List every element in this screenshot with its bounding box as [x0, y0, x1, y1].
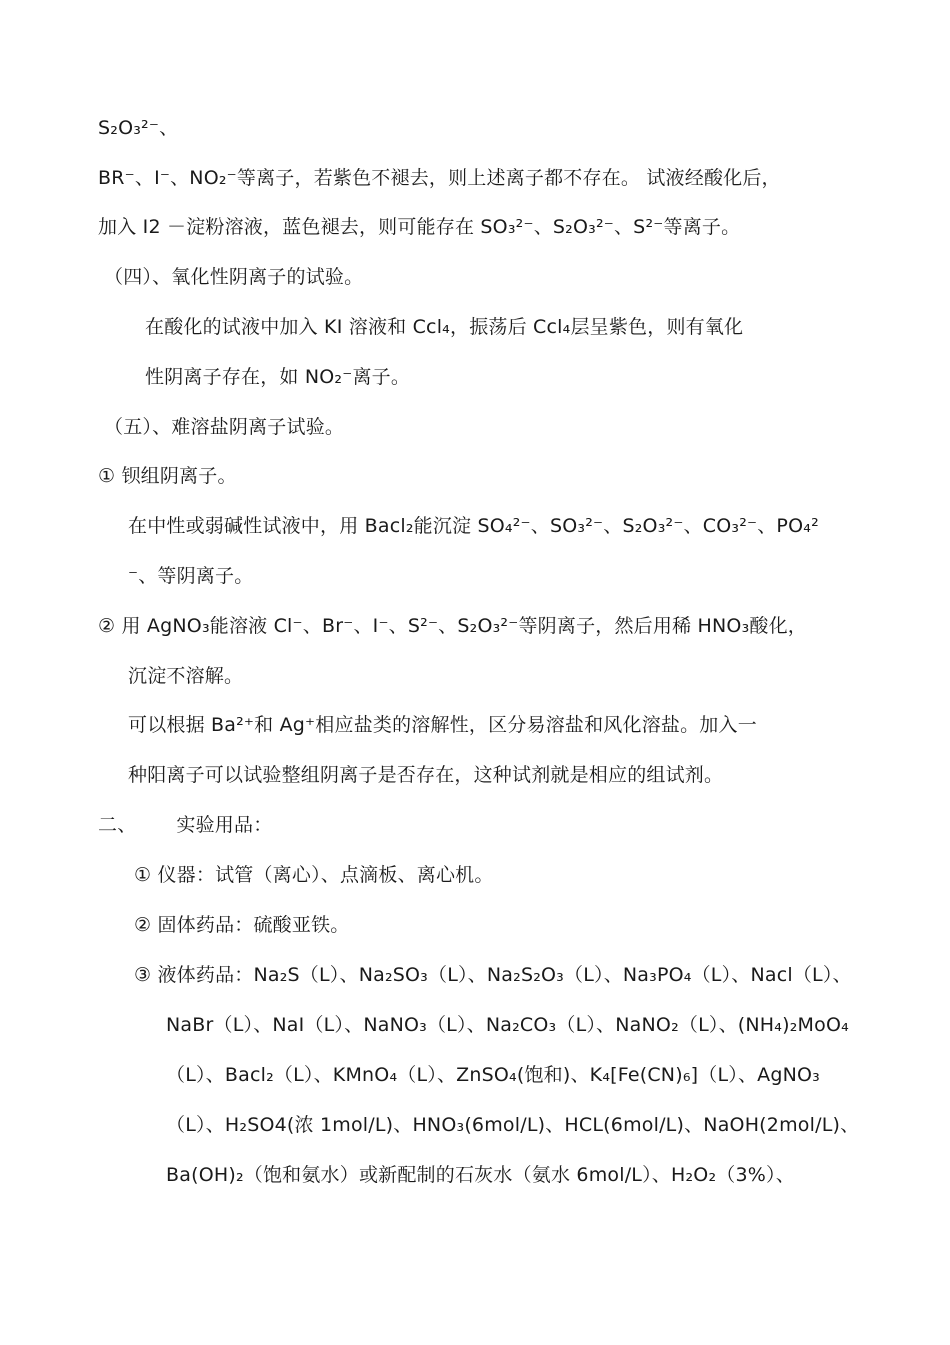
text-line: （L）、Bacl₂（L）、KMnO₄（L）、ZnSO₄(饱和)、K₄[Fe(CN)₆]（L）、AgNO₃	[166, 1064, 820, 1086]
list-item-instruments: ① 仪器：试管（离心）、点滴板、离心机。	[134, 864, 494, 886]
text-line: 在中性或弱碱性试液中，用 Bacl₂能沉淀 SO₄²⁻、SO₃²⁻、S₂O₃²⁻、CO₃²⁻、PO₄²	[128, 515, 819, 537]
text-line: ⁻、等阴离子。	[128, 565, 254, 587]
section-heading-five: （五）、难溶盐阴离子试验。	[104, 416, 345, 438]
text-line: NaBr（L）、NaI（L）、NaNO₃（L）、Na₂CO₃（L）、NaNO₂（L）、(NH₄)₂MoO₄	[166, 1014, 849, 1036]
text-line: 在酸化的试液中加入 KI 溶液和 Ccl₄，振荡后 Ccl₄层呈紫色，则有氧化	[145, 316, 744, 338]
list-item-silver-group: ② 用 AgNO₃能溶液 Cl⁻、Br⁻、I⁻、S²⁻、S₂O₃²⁻等阴离子，然后用稀 HNO₃酸化，	[98, 615, 807, 637]
text-line: （L）、H₂SO4(浓 1mol/L)、HNO₃(6mol/L)、HCL(6mol/L)、NaOH(2mol/L)、	[166, 1114, 860, 1136]
list-item-barium-group: ① 钡组阴离子。	[98, 465, 237, 487]
text-line: 种阳离子可以试验整组阴离子是否存在，这种试剂就是相应的组试剂。	[128, 764, 724, 786]
list-item-liquid-reagents: ③ 液体药品：Na₂S（L）、Na₂SO₃（L）、Na₂S₂O₃（L）、Na₃PO₄（L）、Nacl（L）、	[134, 964, 852, 986]
list-item-solid-reagents: ② 固体药品：硫酸亚铁。	[134, 914, 350, 936]
text-line: Ba(OH)₂（饱和氨水）或新配制的石灰水（氨水 6mol/L）、H₂O₂（3%）、	[166, 1164, 795, 1186]
section-number: 二、	[98, 814, 137, 836]
section-heading-four: （四）、氧化性阴离子的试验。	[104, 266, 364, 288]
text-line: BR⁻、I⁻、NO₂⁻等离子，若紫色不褪去，则上述离子都不存在。 试液经酸化后，	[98, 167, 781, 189]
text-line: 性阴离子存在，如 NO₂⁻离子。	[145, 366, 411, 388]
text-line: 加入 I2 －淀粉溶液，蓝色褪去，则可能存在 SO₃²⁻、S₂O₃²⁻、S²⁻等离子。	[98, 216, 741, 238]
section-title: 实验用品：	[176, 814, 273, 836]
text-line: 可以根据 Ba²⁺和 Ag⁺相应盐类的溶解性，区分易溶盐和风化溶盐。加入一	[128, 714, 757, 736]
text-line: 沉淀不溶解。	[128, 665, 244, 687]
text-line: S₂O₃²⁻、	[98, 117, 179, 139]
section-heading-two	[98, 811, 272, 839]
